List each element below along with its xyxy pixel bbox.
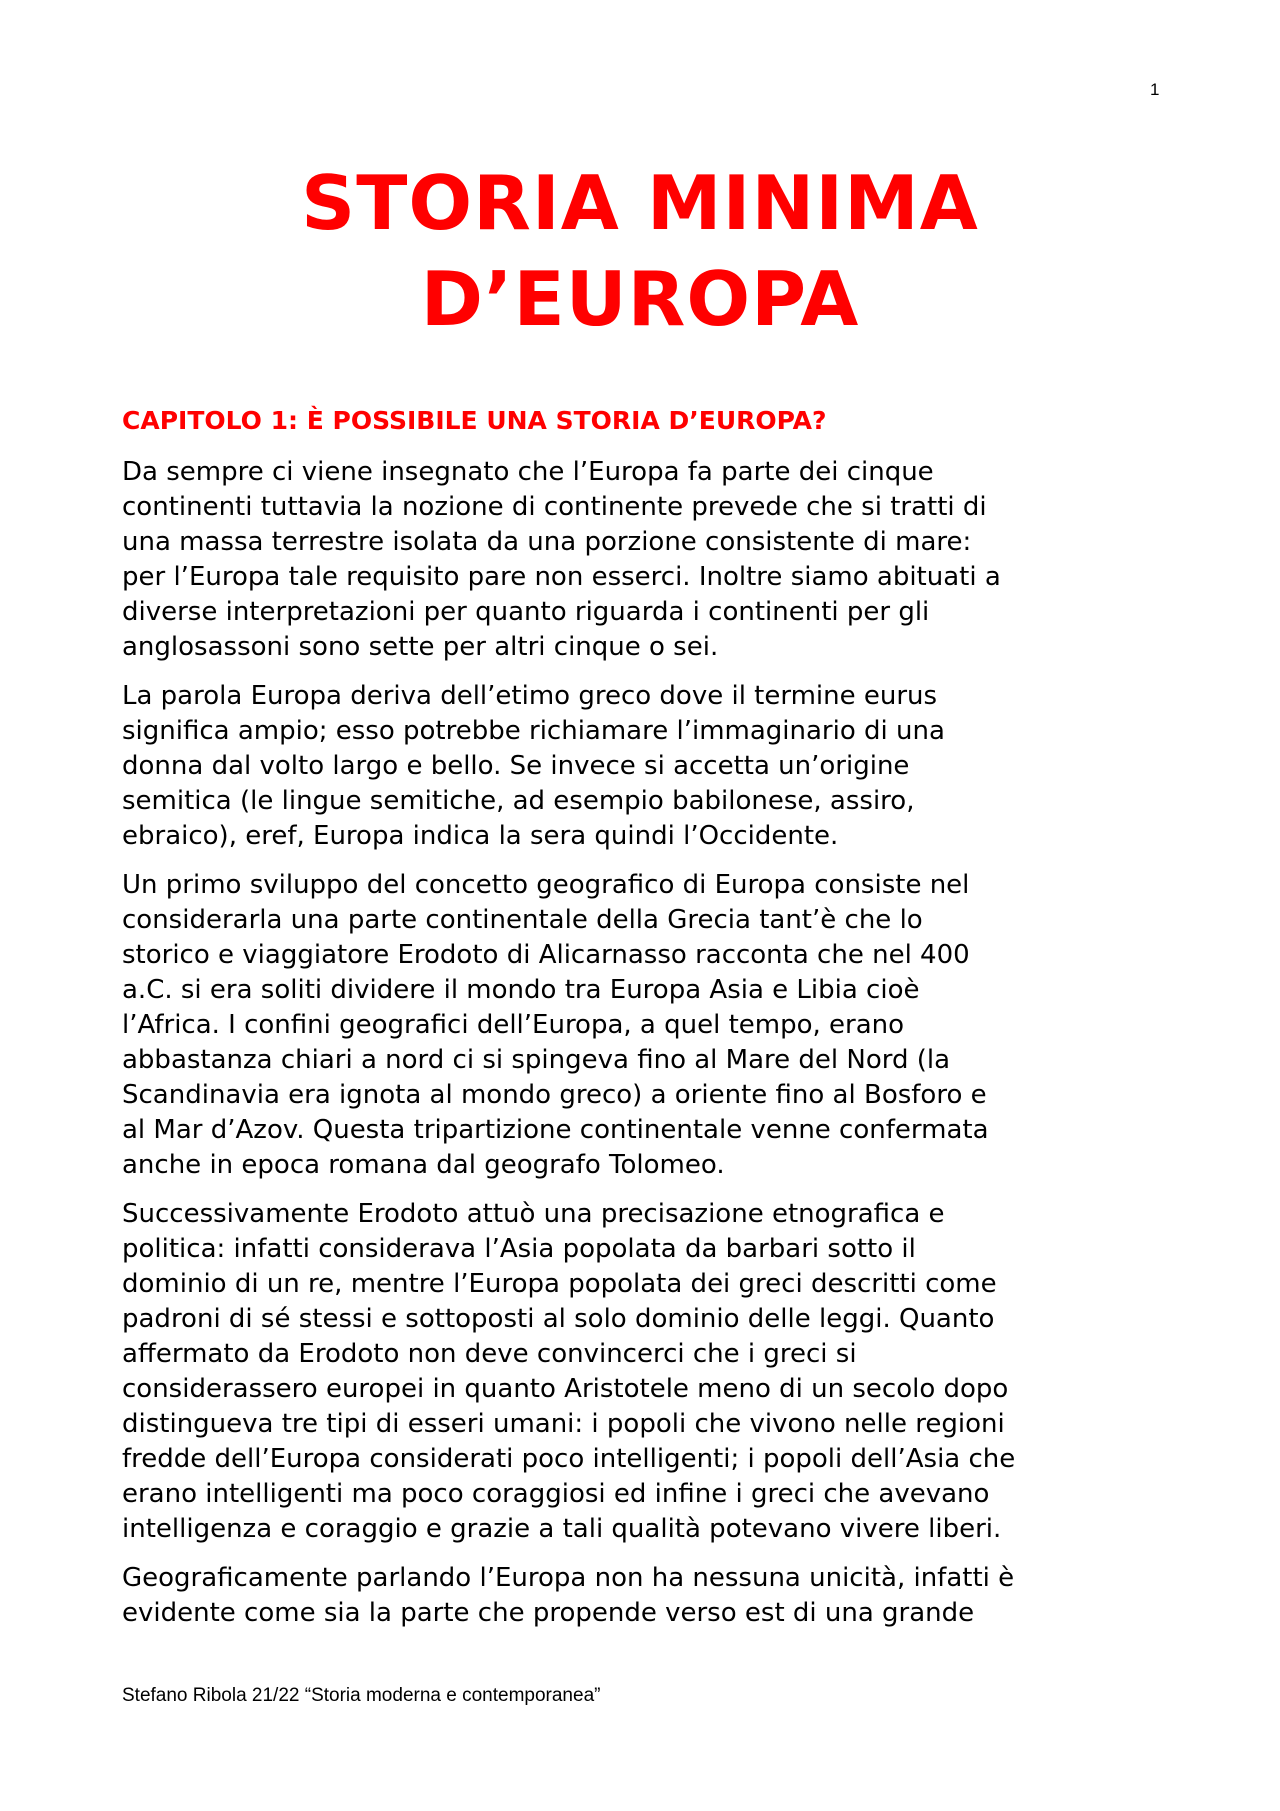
text-line: continenti tuttavia la nozione di continente prevede che si tratti di [122, 492, 987, 522]
text-line: dominio di un re, mentre l’Europa popolata dei greci descritti come [122, 1269, 997, 1299]
paragraph [122, 679, 1182, 854]
text-line: al Mar d’Azov. Questa tripartizione continentale venne confermata [122, 1115, 989, 1145]
paragraph [122, 868, 1182, 1183]
text-line: erano intelligenti ma poco coraggiosi ed infine i greci che avevano [122, 1479, 990, 1509]
text-line: evidente come sia la parte che propende verso est di una grande [122, 1598, 975, 1628]
text-line: politica: infatti considerava l’Asia popolata da barbari sotto il [122, 1234, 916, 1264]
text-line: distingueva tre tipi di esseri umani: i popoli che vivono nelle regioni [122, 1409, 1005, 1439]
text-line: Da sempre ci viene insegnato che l’Europa fa parte dei cinque [122, 457, 934, 487]
text-line: per l’Europa tale requisito pare non esserci. Inoltre siamo abituati a [122, 562, 1001, 592]
text-line: a.C. si era soliti dividere il mondo tra Europa Asia e Libia cioè [122, 975, 920, 1005]
page-number: 1 [1150, 80, 1160, 99]
text-line: significa ampio; esso potrebbe richiamare l’immaginario di una [122, 716, 945, 746]
text-line: considerarla una parte continentale della Grecia tant’è che lo [122, 905, 923, 935]
text-line: fredde dell’Europa considerati poco intelligenti; i popoli dell’Asia che [122, 1444, 1016, 1474]
text-line: Successivamente Erodoto attuò una precisazione etnografica e [122, 1199, 945, 1229]
text-line: ebraico), eref, Europa indica la sera quindi l’Occidente. [122, 821, 839, 851]
paragraph [122, 1561, 1182, 1631]
title-line: STORIA MINIMA [301, 159, 979, 247]
text-line: intelligenza e coraggio e grazie a tali qualità potevano vivere liberi. [122, 1514, 1002, 1544]
text-line: anche in epoca romana dal geografo Tolomeo. [122, 1150, 725, 1180]
text-line: storico e viaggiatore Erodoto di Alicarnasso racconta che nel 400 [122, 940, 970, 970]
text-line: abbastanza chiari a nord ci si spingeva fino al Mare del Nord (la [122, 1045, 951, 1075]
paragraph [122, 1197, 1182, 1547]
title-line: D’EUROPA [420, 255, 860, 343]
text-line: donna dal volto largo e bello. Se invece si accetta un’origine [122, 751, 910, 781]
text-line: l’Africa. I confini geografici dell’Europa, a quel tempo, erano [122, 1010, 905, 1040]
page-footer: Stefano Ribola 21/22 “Storia moderna e contemporanea” [122, 1685, 601, 1706]
text-line: Geograficamente parlando l’Europa non ha nessuna unicità, infatti è [122, 1563, 1015, 1593]
text-line: una massa terrestre isolata da una porzione consistente di mare: [122, 527, 972, 557]
text-line: considerassero europei in quanto Aristotele meno di un secolo dopo [122, 1374, 1009, 1404]
text-line: affermato da Erodoto non deve convincerci che i greci si [122, 1339, 857, 1369]
body-text [122, 455, 1182, 1645]
text-line: anglosassoni sono sette per altri cinque o sei. [122, 632, 719, 662]
paragraph [122, 455, 1182, 665]
text-line: semitica (le lingue semitiche, ad esempio babilonese, assiro, [122, 786, 915, 816]
document-title [0, 155, 1280, 347]
text-line: Scandinavia era ignota al mondo greco) a oriente fino al Bosforo e [122, 1080, 987, 1110]
text-line: Un primo sviluppo del concetto geografico di Europa consiste nel [122, 870, 970, 900]
text-line: La parola Europa deriva dell’etimo greco dove il termine eurus [122, 681, 938, 711]
chapter-heading: CAPITOLO 1: È POSSIBILE UNA STORIA D’EUROPA? [122, 406, 827, 435]
text-line: padroni di sé stessi e sottoposti al solo dominio delle leggi. Quanto [122, 1304, 995, 1334]
text-line: diverse interpretazioni per quanto riguarda i continenti per gli [122, 597, 930, 627]
